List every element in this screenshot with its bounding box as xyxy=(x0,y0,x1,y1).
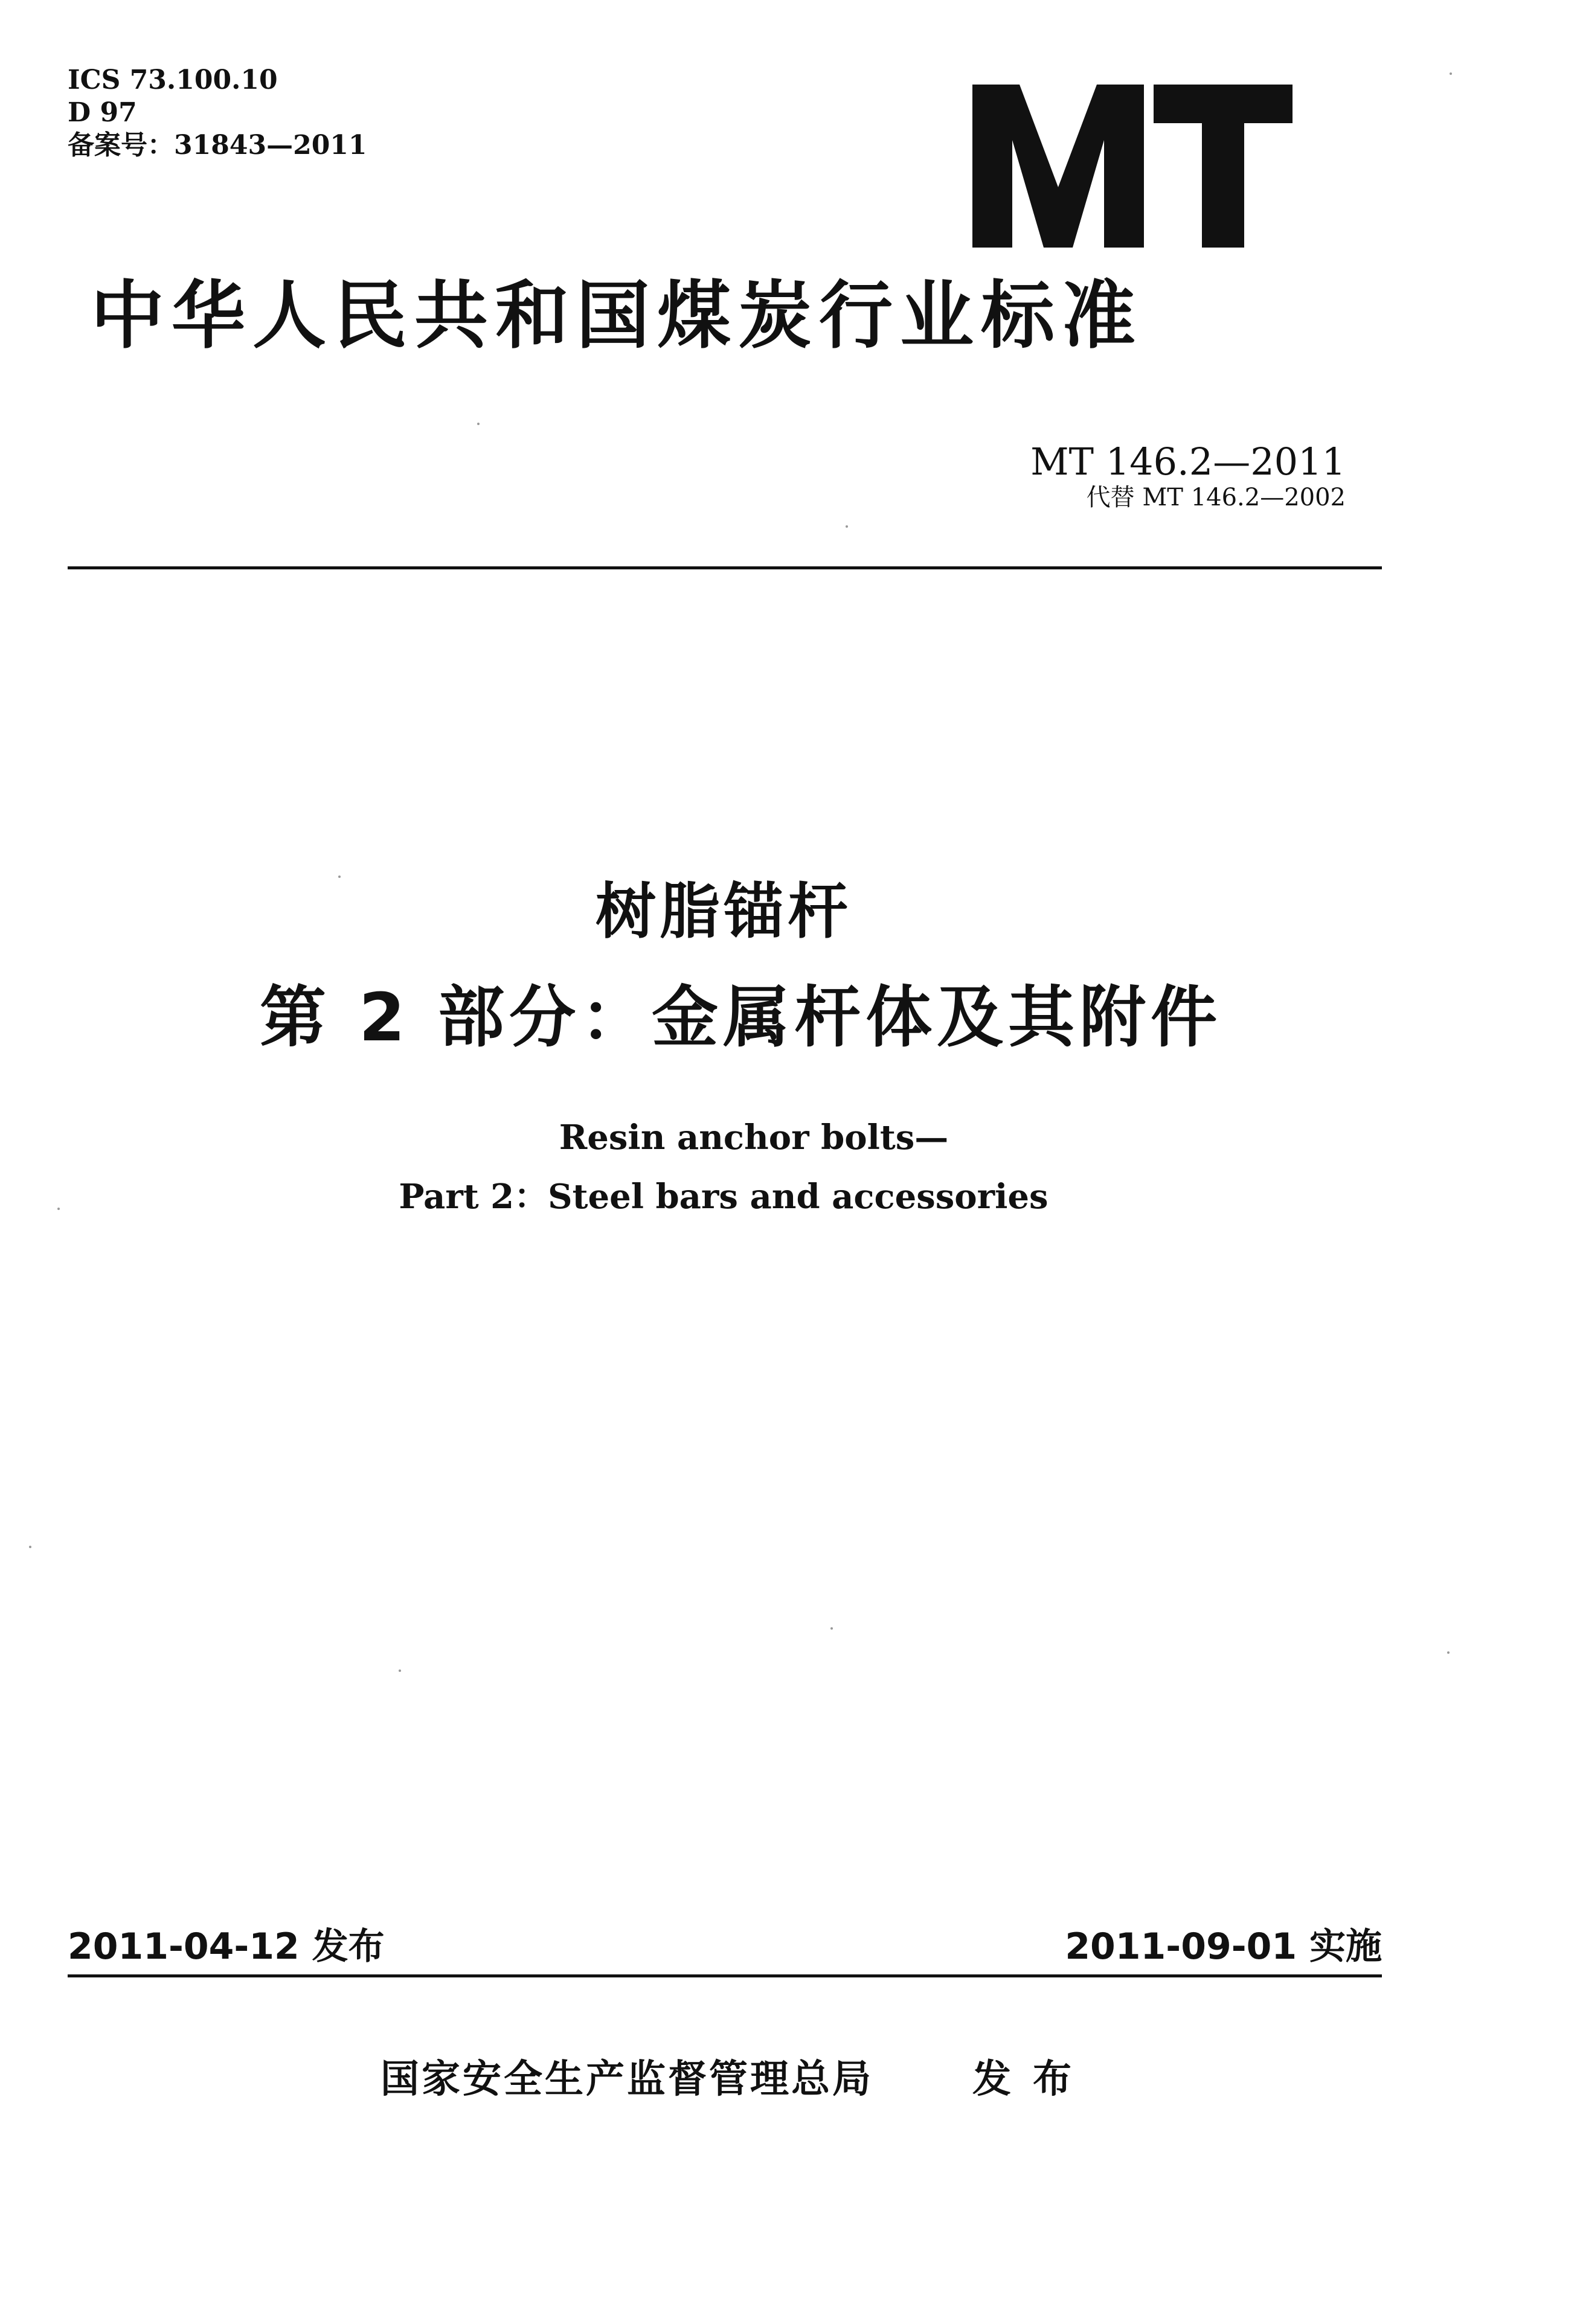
scan-speck xyxy=(477,423,480,425)
scan-speck xyxy=(1450,72,1452,75)
classification-block xyxy=(68,64,367,162)
mt-logo xyxy=(972,85,1293,248)
cn-title-line-1-text: 树脂锚杆 xyxy=(596,876,852,947)
logo-letter-t xyxy=(1154,85,1293,248)
cn-title-line-2: 第 2 部分：金属杆体及其附件 xyxy=(260,979,1222,1056)
en-title-line-1 xyxy=(0,1115,1580,1160)
logo-letter-m xyxy=(972,85,1144,248)
issuing-authority: 国家安全生产监督管理总局 xyxy=(381,2057,873,2102)
top-divider xyxy=(68,566,1382,569)
scan-speck xyxy=(338,876,341,878)
bottom-divider xyxy=(68,1974,1382,1977)
scan-speck xyxy=(830,1627,833,1630)
filing-number: 备案号：31843—2011 xyxy=(68,130,367,161)
en-title-line-1-text: Resin anchor bolts— xyxy=(559,1118,949,1157)
ics-code: ICS 73.100.10 xyxy=(68,65,278,95)
en-title-line-2 xyxy=(0,1174,1580,1220)
scan-speck xyxy=(57,1208,60,1210)
implementation-date: 2011-09-01 实施 xyxy=(1065,1925,1382,1968)
scan-speck xyxy=(29,1546,31,1548)
issuing-action: 发布 xyxy=(972,2057,1093,2102)
scan-speck xyxy=(846,525,848,528)
en-title-line-2-text: Part 2：Steel bars and accessories xyxy=(399,1177,1049,1217)
standard-category-title: 中华人民共和国煤炭行业标准 xyxy=(91,273,1143,359)
cn-title-line-1 xyxy=(0,876,1580,948)
issue-date: 2011-04-12 发布 xyxy=(68,1925,385,1968)
scan-speck xyxy=(1447,1651,1450,1654)
scan-speck xyxy=(399,1669,401,1672)
ccs-code: D 97 xyxy=(68,97,137,128)
standard-number: MT 146.2—2011 xyxy=(1030,440,1346,484)
replaces-standard: 代替 MT 146.2—2002 xyxy=(1086,484,1346,511)
